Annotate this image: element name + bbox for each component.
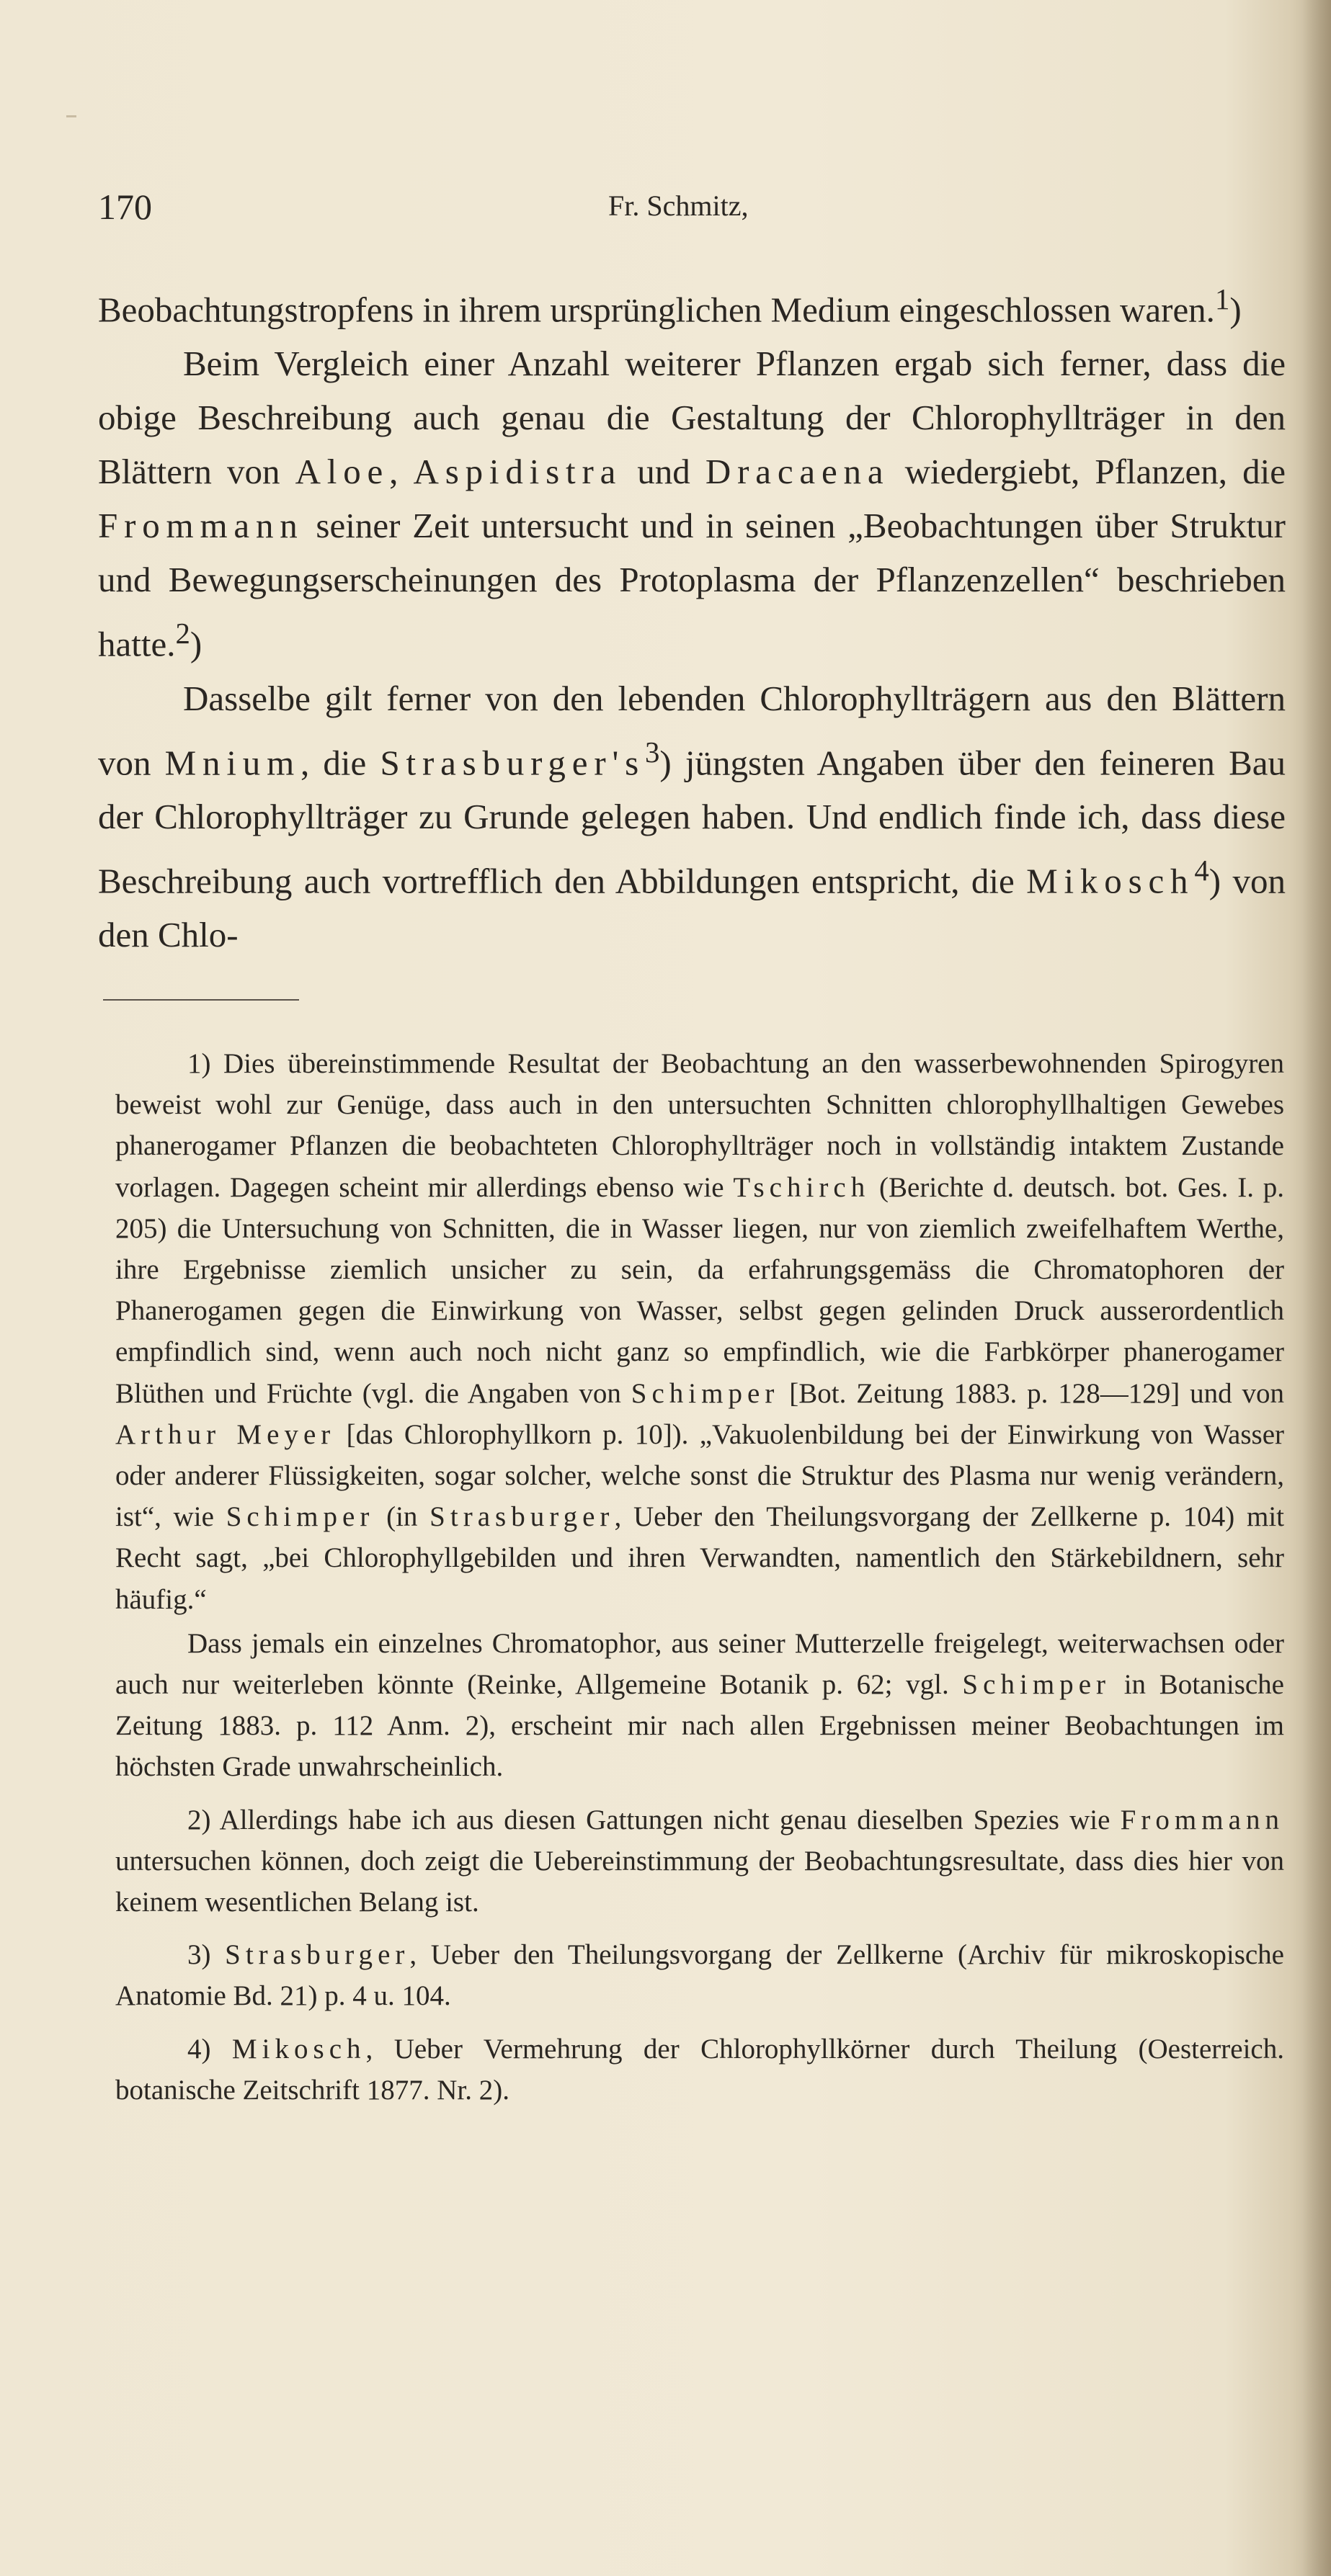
spaced-name-arthur-meyer: Arthur Meyer <box>115 1418 336 1450</box>
footnote-ref-4: 4 <box>1194 854 1209 887</box>
page-header <box>98 186 1280 229</box>
text-run: ) jüngsten Angaben über den feineren Bau der Chlorophyllträger zu Grunde gelegen haben. Und endlich finde ich, dass diese Beschreibung auch vortrefflich den Abbildungen entspricht, die <box>98 742 1286 901</box>
text-run: , die <box>301 742 380 782</box>
spaced-name-tschirch: Tschirch <box>733 1171 871 1203</box>
text-run: [das Chlorophyllkorn p. 10]). „Vakuolenbildung bei der Einwirkung von Wasser oder anderer Flüssigkeiten, sogar solcher, welche sonst die Struktur des Plasma nur wenig verändern, ist“, wie <box>115 1418 1284 1533</box>
spaced-name-mikosch: Mikosch <box>231 2033 366 2065</box>
spaced-name-strasburger: Strasburger <box>429 1501 615 1533</box>
text-run: in Botanische Zeitung 1883. p. 112 Anm. 2), erscheint mir nach allen Ergebnissen meiner Beobachtungen im höchsten Grade unwahrscheinlich. <box>115 1669 1284 1783</box>
running-head: Fr. Schmitz, <box>608 189 749 222</box>
text-run: 3) <box>187 1939 226 1971</box>
paragraph-3 <box>98 671 1286 962</box>
spaced-name-dracaena: Dracaena <box>705 452 890 492</box>
text-run: , Ueber den Theilungsvorgang der Zellkerne (Archiv für mikroskopische Anatomie Bd. 21) p. 4 u. 104. <box>115 1939 1284 2012</box>
text-run: Dasselbe gilt ferner von den lebenden Chlorophyllträgern aus den Blättern von <box>98 678 1286 782</box>
spaced-name-aloe: Aloe <box>295 452 390 492</box>
footnote-separator <box>103 999 299 1001</box>
footnote-1-continued <box>115 1623 1284 1788</box>
text-run: , Ueber Vermehrung der Chlorophyllkörner durch Theilung (Oesterreich. botanische Zeitschrift 1877. Nr. 2). <box>115 2033 1284 2106</box>
footnote-1 <box>115 1043 1284 1620</box>
spaced-name-strasburger: Strasburger <box>225 1939 410 1971</box>
text-run: und <box>622 452 705 492</box>
text-run: untersuchen können, doch zeigt die Uebereinstimmung der Beobachtungsresultate, dass dies hier von keinem wesentlichen Belang ist. <box>115 1845 1284 1918</box>
text-run: wiedergiebt, Pflanzen, die <box>889 452 1286 492</box>
text-run: ) <box>1229 290 1242 330</box>
footnote-ref-3: 3 <box>645 735 660 769</box>
spaced-name-frommann: Frommann <box>1120 1804 1284 1835</box>
text-run: ) <box>190 624 202 664</box>
footnote-3 <box>115 1934 1284 2016</box>
paragraph-2 <box>98 336 1286 671</box>
text-run: Beim Vergleich einer Anzahl weiterer Pflanzen ergab sich ferner, dass die obige Beschreibung auch genau die Gestaltung der Chlorophyllträger in den Blättern von <box>98 344 1286 492</box>
text-run: Beobachtungstropfens in ihrem ursprünglichen Medium eingeschlossen waren. <box>98 290 1215 330</box>
text-run: ) von den Chlo- <box>98 861 1286 955</box>
footnote-ref-2: 2 <box>175 617 190 650</box>
footnote-ref-1: 1 <box>1214 283 1230 316</box>
spaced-name-mnium: Mnium <box>164 742 301 782</box>
spaced-name-strasburger: Strasburger's <box>380 742 645 782</box>
spaced-name-schimper: Schimper <box>226 1501 375 1533</box>
paper-speck <box>66 115 76 117</box>
text-run: 2) Allerdings habe ich aus diesen Gattungen nicht genau dieselben Spezies wie <box>187 1804 1121 1835</box>
text-run: (Berichte d. deutsch. bot. Ges. I. p. 205) die Untersuchung von Schnitten, die in Wasser liegen, nur von ziemlich zweifelhaftem Werthe, ihre Ergebnisse ziemlich unsicher zu sein, da erfahrungsgemäss die Chromatophoren der Phanerogamen gegen die Einwirkung von Wasser, selbst gegen gelinden Druck ausserordentlich empfindlich sind, wenn auch noch nicht ganz so empfindlich, wie die Farbkörper phanerogamer Blüthen und Früchte (vgl. die Angaben von <box>115 1171 1284 1409</box>
spaced-name-mikosch: Mikosch <box>1026 861 1195 901</box>
footnote-4 <box>115 2029 1284 2111</box>
text-run: Dass jemals ein einzelnes Chromatophor, aus seiner Mutterzelle freigelegt, weiterwachsen oder auch nur weiterleben könnte (Reinke, Allgemeine Botanik p. 62; vgl. <box>115 1627 1284 1701</box>
text-run: (in <box>374 1501 430 1533</box>
paragraph-1 <box>98 272 1286 336</box>
page-edge-shadow <box>1302 0 1331 2576</box>
text-run: seiner Zeit untersucht und in seinen „Beobachtungen über Struktur und Bewegungserscheinungen des Protoplasma der Pflanzenzellen“ beschrieben hatte. <box>98 506 1286 664</box>
spaced-name-aspidistra: Aspidistra <box>413 452 623 492</box>
spaced-name-schimper: Schimper <box>631 1377 780 1409</box>
text-run: , Ueber den Theilungsvorgang der Zellkerne p. 104) mit Recht sagt, „bei Chlorophyllgebilden und ihren Verwandten, namentlich den Stärkebildnern, sehr häufig.“ <box>115 1501 1285 1615</box>
body-text <box>98 272 1286 962</box>
spaced-name-frommann: Frommann <box>98 506 304 546</box>
page-number: 170 <box>98 187 152 227</box>
text-run: , <box>389 452 414 492</box>
text-run: [Bot. Zeitung 1883. p. 128—129] und von <box>779 1377 1284 1409</box>
footnotes <box>115 1043 1284 2122</box>
text-run: 1) Dies übereinstimmende Resultat der Beobachtung an den wasserbewohnenden Spirogyren beweist wohl zur Genüge, dass auch in den untersuchten Schnitten chlorophyllhaltigen Gewebes phanerogamer Pflanzen die beobachteten Chlorophyllträger noch in vollständig intaktem Zustande vorlagen. Dagegen scheint mir allerdings ebenso wie <box>115 1048 1284 1203</box>
footnote-2 <box>115 1799 1284 1923</box>
spaced-name-schimper: Schimper <box>962 1669 1111 1701</box>
text-run: 4) <box>187 2033 232 2065</box>
